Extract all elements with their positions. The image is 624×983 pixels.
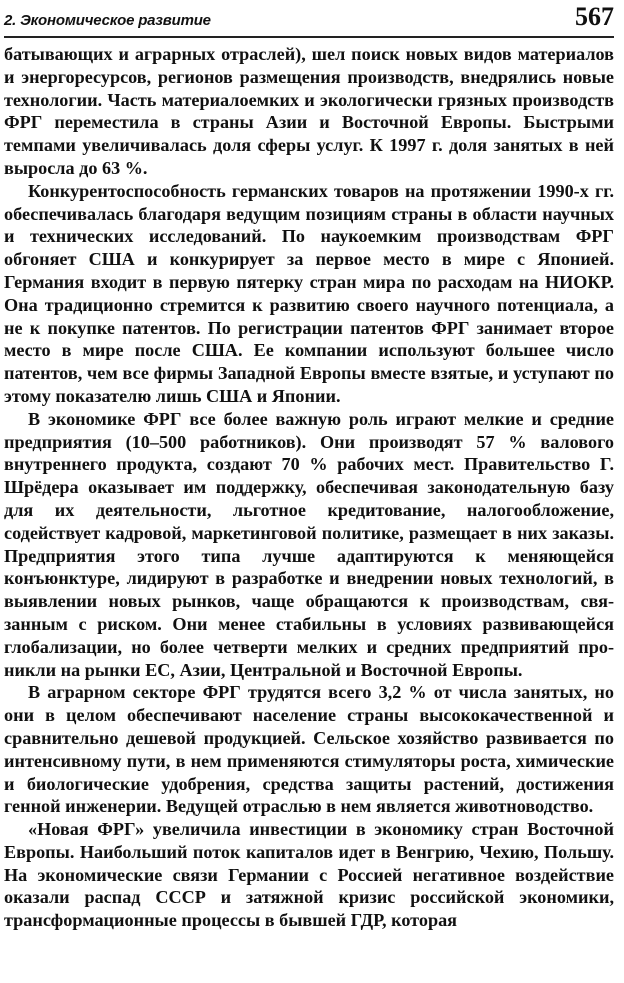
page-body	[4, 43, 614, 932]
paragraph: «Новая ФРГ» увеличила инвестиции в экономику стран Восточной Европы. Наибольший поток капиталов идет в Венгрию, Чехию, Польшу. На экономические связи Германии с Россией негативное воздействие оказали распад СССР и затяжной кризис российской экономики, трансформационные процессы в бывшей ГДР, которая	[4, 819, 614, 931]
page-header	[4, 2, 614, 36]
page-number: 567	[575, 2, 614, 31]
paragraph: Конкурентоспособность германских товаров на протяжении 1990-х гг. обеспечивалась благодаря ведущим позициям страны в области научных и технических исследований. По наукоемким производствам ФРГ обгоняет США и конкурирует за первое место в мире с Японией. Германия входит в первую пятерку стран мира по расходам на НИОКР. Она традиционно стремится к развитию своего научного потенциала, а не к покупке патентов. По регистрации патентов ФРГ занимает второе место в мире после США. Ее компании используют большее число патентов, чем все фирмы Западной Европы вместе взятые, и уступают по этому показателю лишь США и Японии.	[4, 180, 614, 406]
header-rule	[4, 36, 614, 38]
paragraph: В экономике ФРГ все более важную роль играют мелкие и средние предприятия (10–500 работников). Они производят 57 % валового внутреннего продукта, создают 70 % рабочих мест. Правительство Г. Шрёдера оказывает им поддержку, обеспечивая законодательную базу для их деятельности, льготное кредитование, налогообложение, содействует кадровой, маркетинговой политике, размещает в них заказы. Предприятия этого типа лучше адаптируются к меняющейся конъюнктуре, лидируют в разработке и внедрении новых технологий, в выявлении новых рынков, чаще обращаются к производствам, связанным с риском. Они менее стабильны в условиях развивающейся глобализации, но более четверти мелких и средних предприятий проникли на рынки ЕС, Азии, Центральной и Восточной Европы.	[4, 408, 614, 680]
paragraph: В аграрном секторе ФРГ трудятся всего 3,2 % от числа занятых, но они в целом обеспечивают население страны высококачественной и сравнительно дешевой продукцией. Сельское хозяйство развивается по интенсивному пути, в нем применяются стимуляторы роста, химические и биологические удобрения, средства защиты растений, достижения генной инженерии. Ведущей отраслью в нем является животноводство.	[4, 682, 614, 817]
running-head: 2. Экономическое развитие	[4, 12, 211, 29]
paragraph-continuation: батывающих и аграрных отраслей), шел поиск новых видов материалов и энергоресурсов, регионов размещения производств, внедрялись новые технологии. Часть материалоемких и экологически грязных производств ФРГ переместила в страны Азии и Восточной Европы. Быстрыми темпами увеличивалась доля сферы услуг. К 1997 г. доля занятых в ней выросла до 63 %.	[4, 44, 614, 178]
